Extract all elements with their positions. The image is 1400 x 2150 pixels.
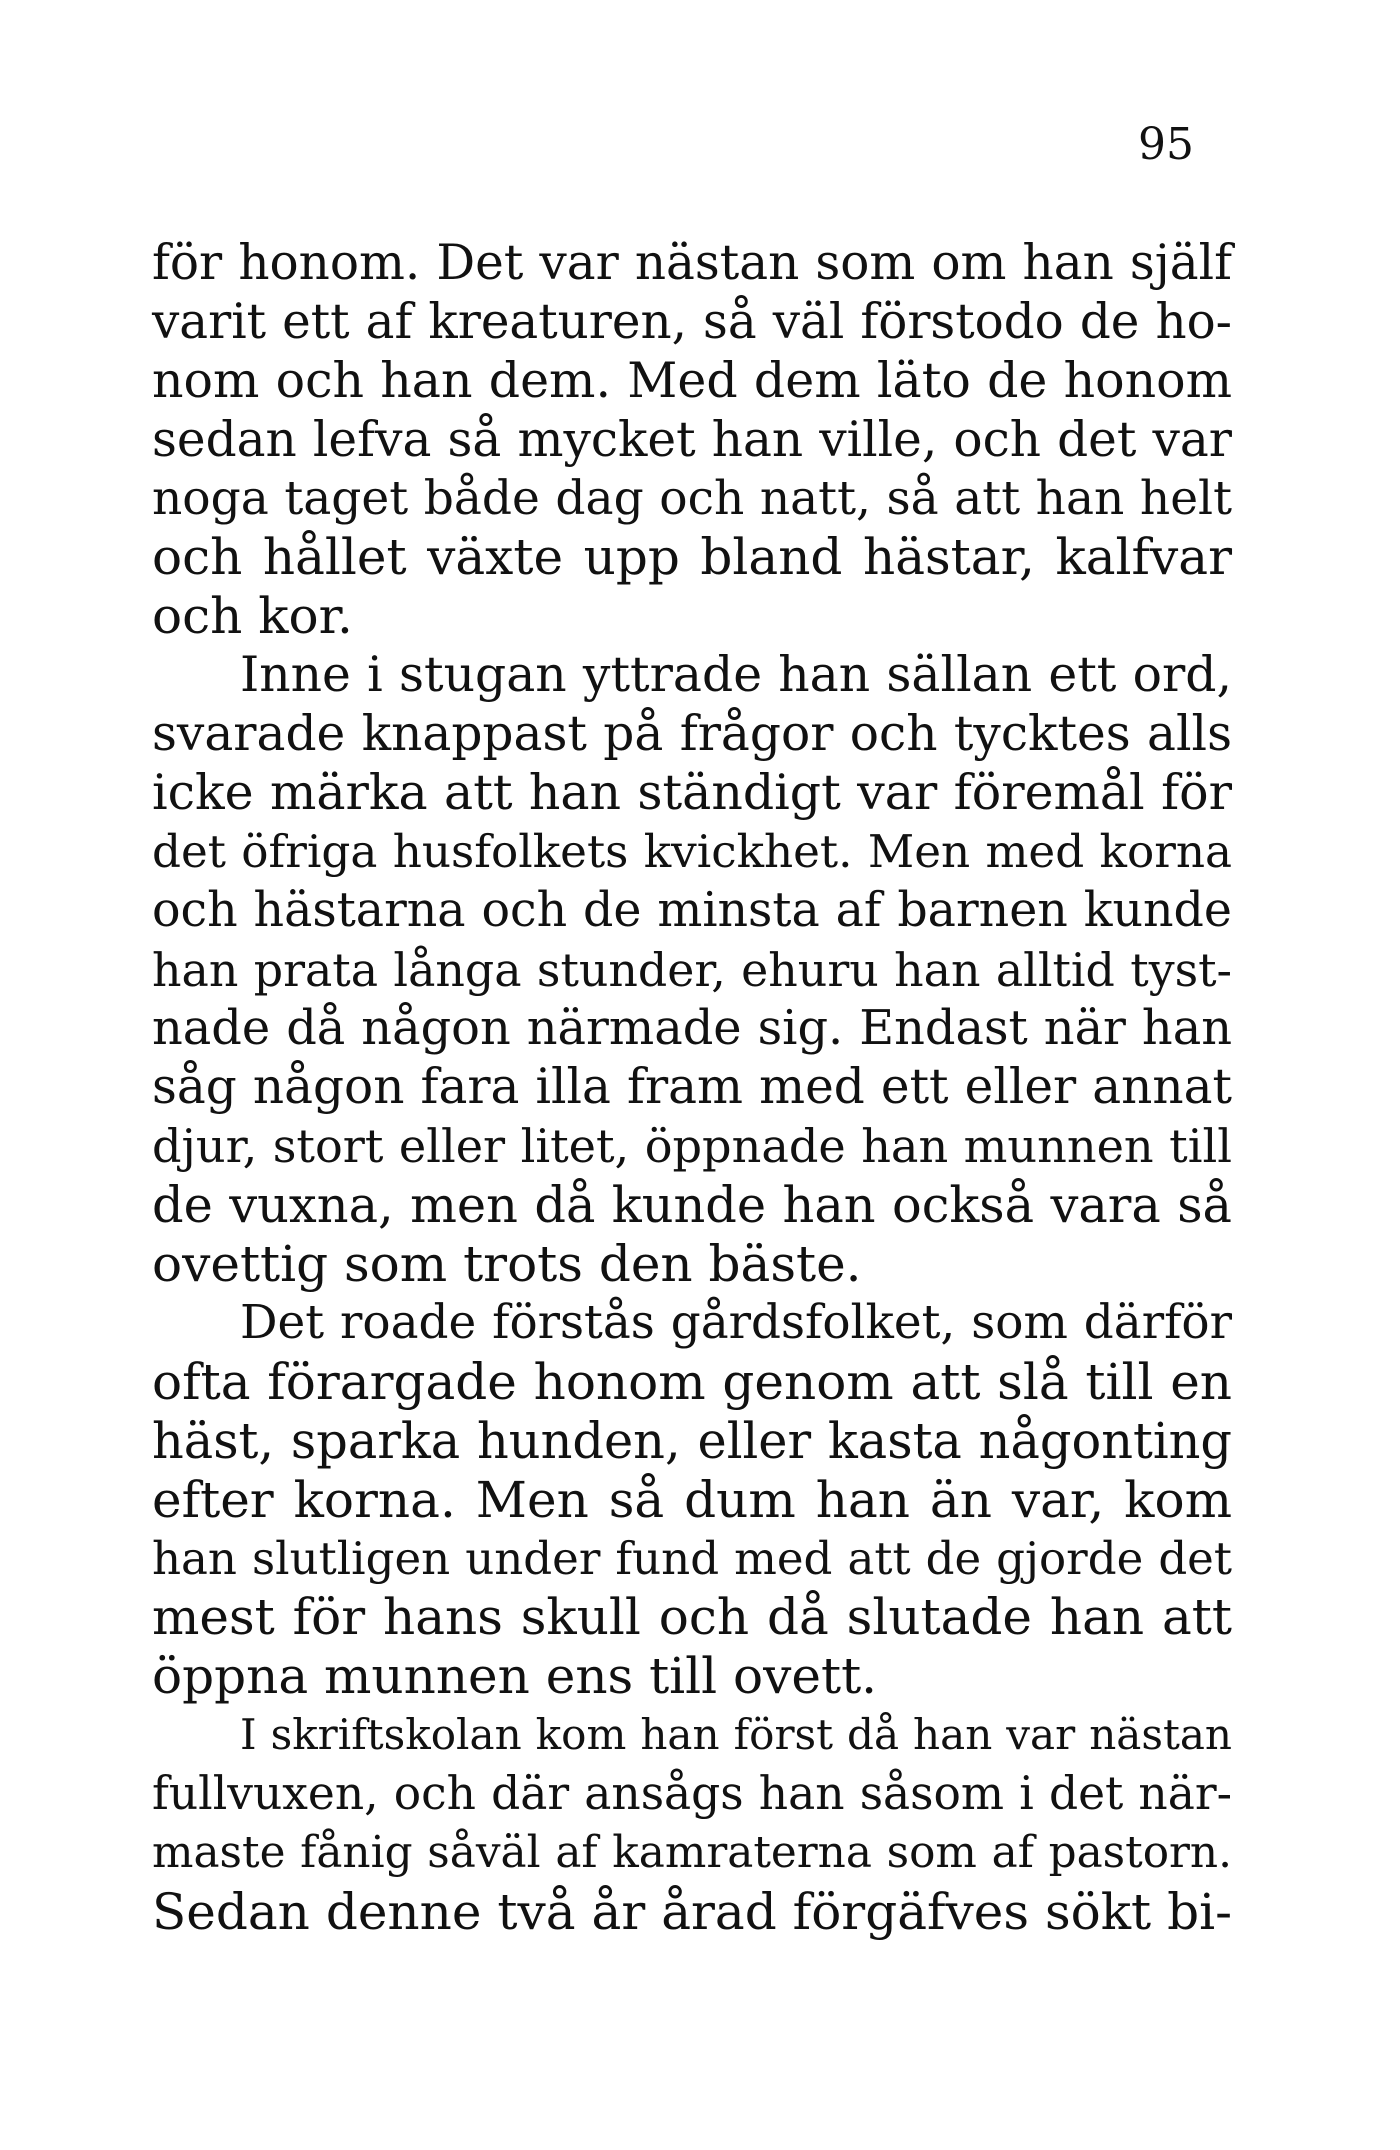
text-line: noga taget både dag och natt, så att han helt: [152, 470, 1232, 526]
text-line: öppna munnen ens till ovett.: [152, 1647, 878, 1706]
text-line: för honom. Det var nästan som om han själf: [152, 235, 1232, 291]
text-line: häst, sparka hunden, eller kasta någonting: [152, 1411, 1232, 1470]
text-line: ofta förargade honom genom att slå till en: [152, 1352, 1232, 1411]
text-line: fullvuxen, och där ansågs han såsom i det när-: [152, 1767, 1232, 1821]
text-line: ovettig som trots den bäste.: [152, 1235, 862, 1294]
text-line: mest för hans skull och då slutade han att: [152, 1588, 1232, 1647]
text-line: svarade knappast på frågor och tycktes alls: [152, 706, 1232, 763]
text-line: djur, stort eller litet, öppnade han munnen till: [152, 1119, 1232, 1174]
text-line: varit ett af kreaturen, så väl förstodo de ho-: [152, 293, 1232, 350]
body-text: [152, 234, 1232, 1942]
text-line: nade då någon närmade sig. Endast när han: [152, 1000, 1232, 1056]
text-line: och hållet växte upp bland hästar, kalfvar: [152, 528, 1232, 587]
text-line: maste fånig såväl af kamraterna som af pastorn.: [152, 1827, 1232, 1879]
text-line: nom och han dem. Med dem läto de honom: [152, 351, 1232, 409]
text-line: han prata långa stunder, ehuru han alltid tyst-: [152, 942, 1232, 997]
text-line: och kor.: [152, 587, 353, 646]
text-line: sedan lefva så mycket han ville, och det var: [152, 411, 1232, 468]
text-line: det öfriga husfolkets kvickhet. Men med korna: [152, 824, 1232, 878]
text-line: han slutligen under fund med att de gjorde det: [152, 1531, 1232, 1585]
text-line: såg någon fara illa fram med ett eller annat: [152, 1059, 1232, 1116]
text-line: efter korna. Men så dum han än var, kom: [152, 1470, 1232, 1529]
paragraph-first-line: Inne i stugan yttrade han sällan ett ord,: [240, 647, 1232, 704]
paragraph-first-line: Det roade förstås gårdsfolket, som därför: [240, 1296, 1232, 1351]
text-line: icke märka att han ständigt var föremål för: [152, 764, 1232, 822]
text-line: och hästarna och de minsta af barnen kunde: [152, 882, 1232, 938]
text-line: Sedan denne två år årad förgäfves sökt bi-: [152, 1882, 1232, 1941]
page-number: 95: [1138, 119, 1194, 170]
text-line: de vuxna, men då kunde han också vara så: [152, 1176, 1232, 1235]
paragraph-first-line: I skriftskolan kom han först då han var nästan: [240, 1710, 1232, 1760]
